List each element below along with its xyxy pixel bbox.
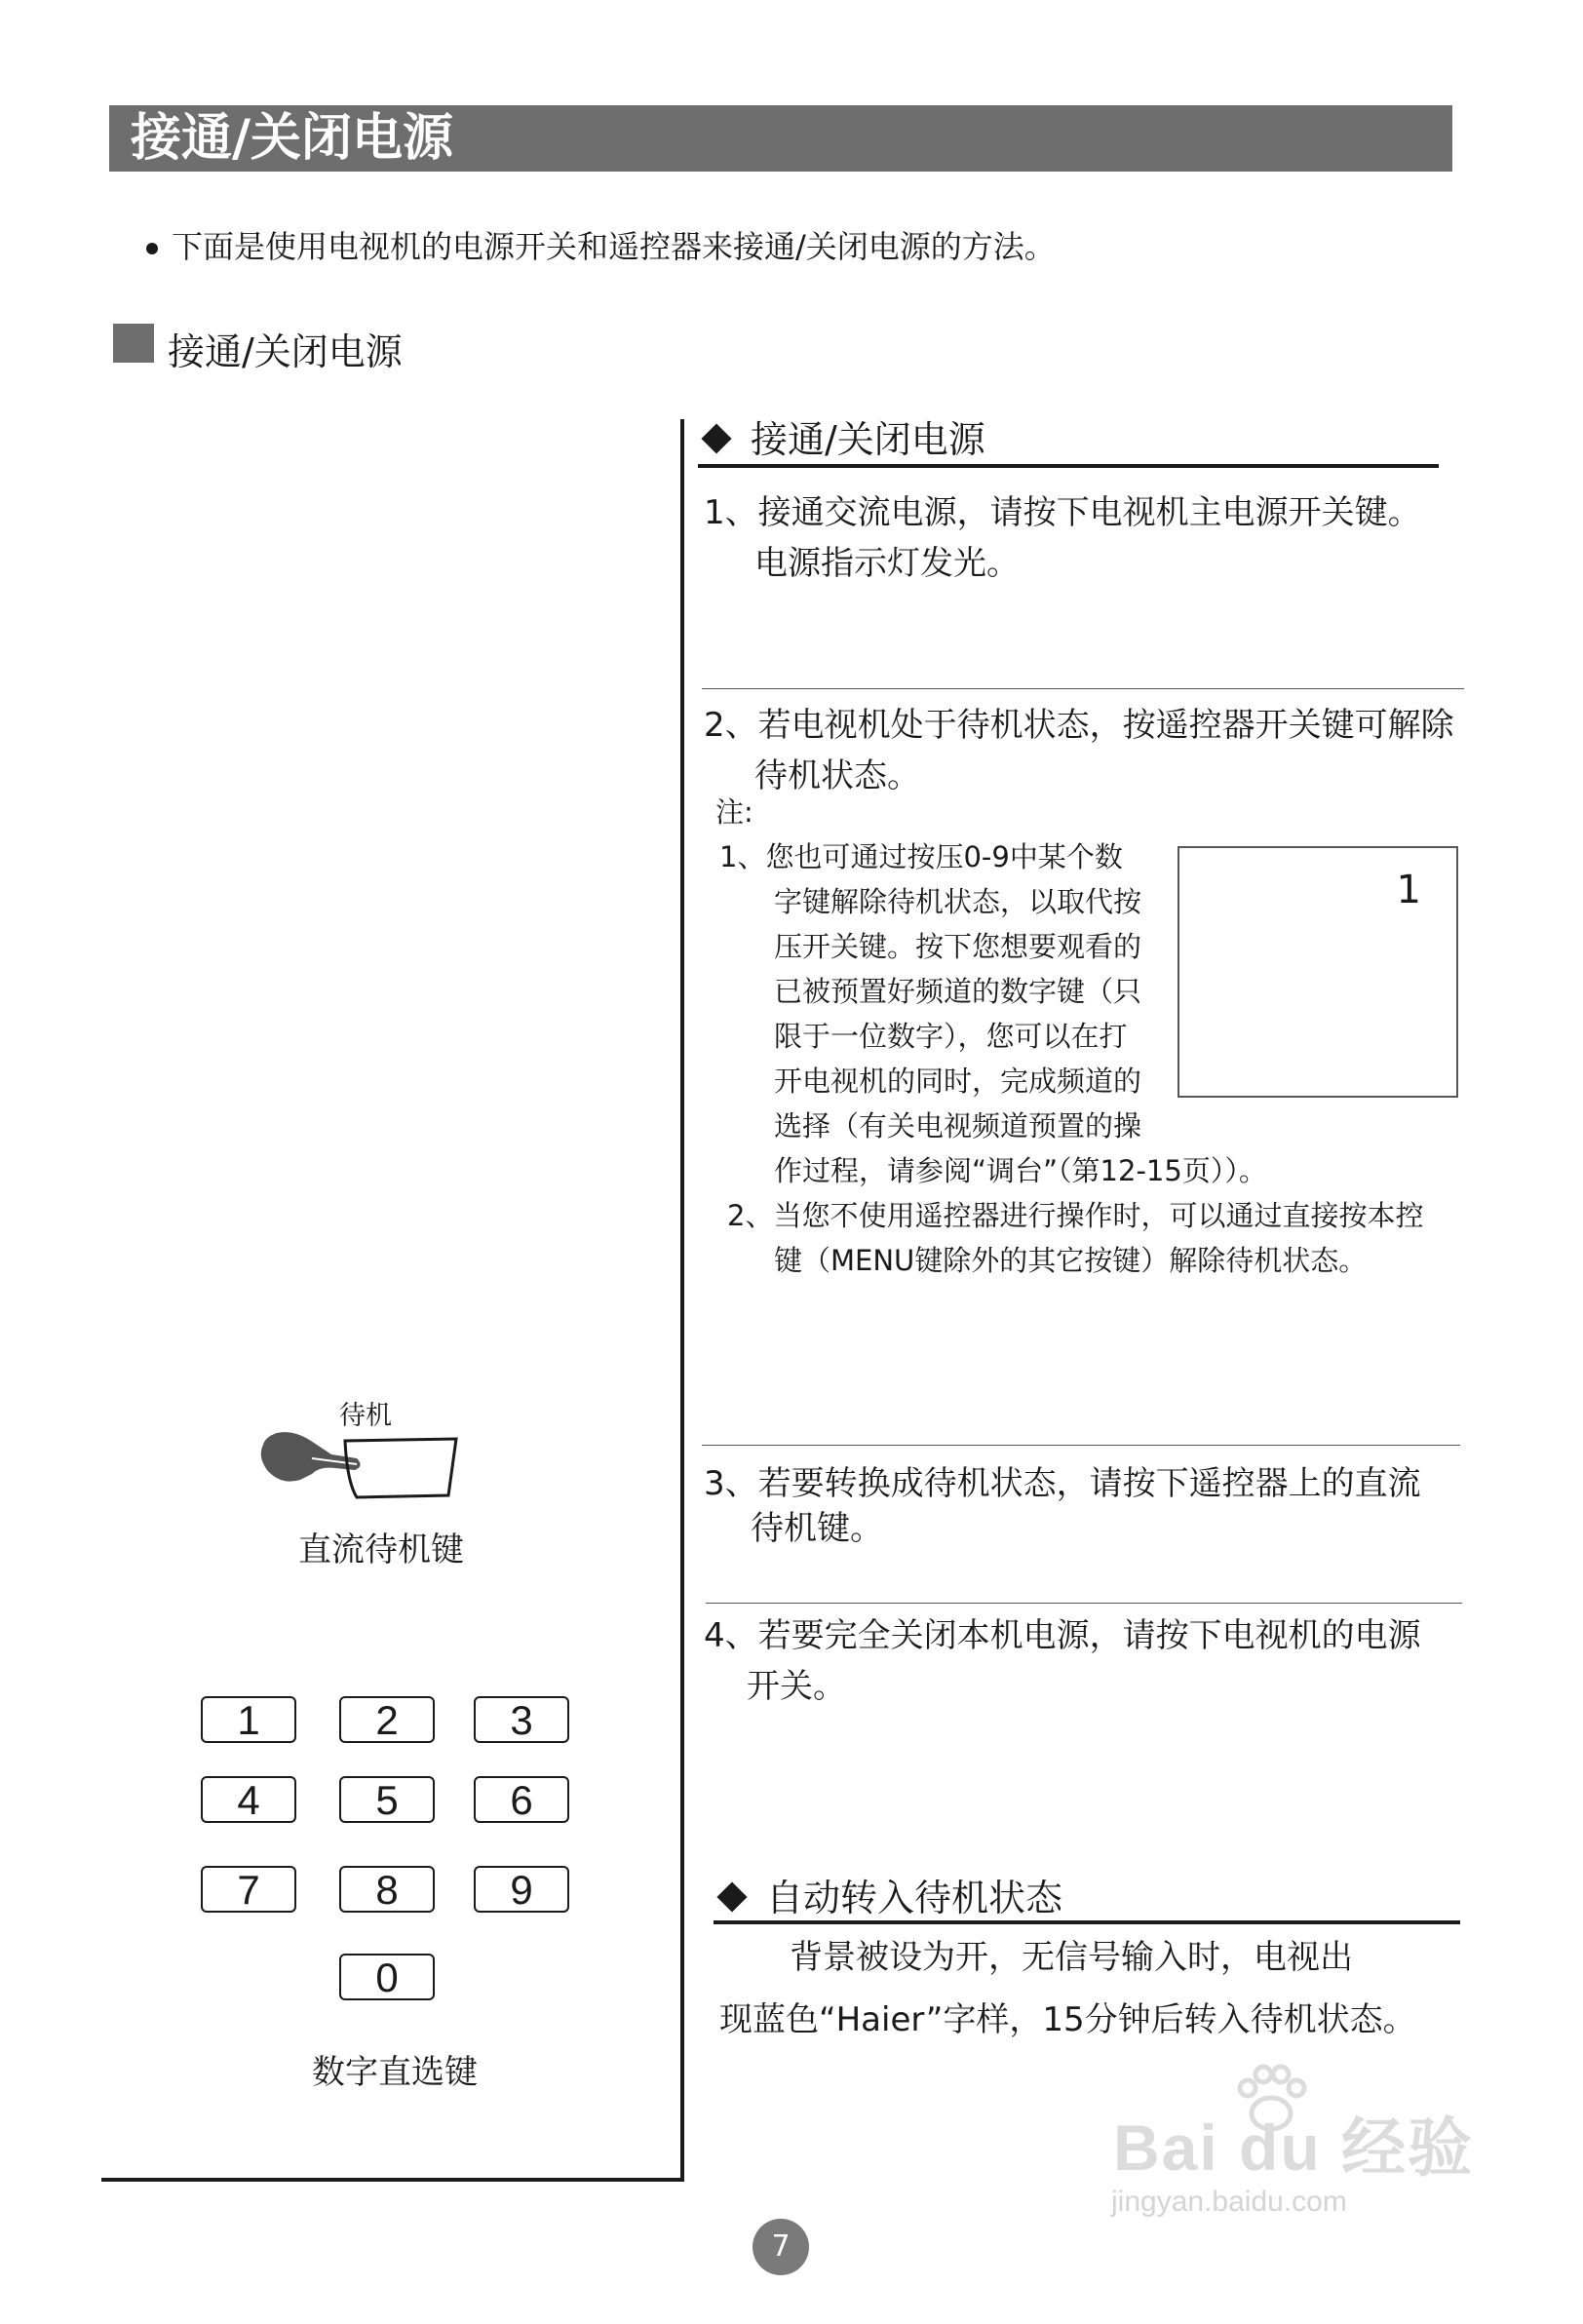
right-heading-power [698, 409, 985, 463]
page-number: 7 [753, 2219, 809, 2275]
step1-line1: 1、接通交流电源，请按下电视机主电源开关键。 [704, 493, 1421, 532]
diamond-icon [716, 1881, 747, 1912]
digit-key-3: 3 [474, 1696, 569, 1743]
step4-line1: 4、若要完全关闭本机电源，请按下电视机的电源 [704, 1616, 1421, 1655]
title-bar [109, 105, 1452, 172]
divider [702, 688, 1464, 689]
digit-key-8: 8 [339, 1866, 435, 1913]
standby-key-illustration [255, 1423, 464, 1501]
auto-standby-line1: 背景被设为开，无信号输入时，电视出 [790, 1938, 1353, 1977]
standby-key-icon [345, 1439, 456, 1497]
digit-key-6: 6 [474, 1776, 569, 1823]
note1-line: 字键解除待机状态，以取代按 [774, 885, 1142, 918]
section-square-icon [113, 324, 154, 363]
note1-line: 1、您也可通过按压0-9中某个数 [719, 840, 1123, 873]
page-title: 接通/关闭电源 [131, 109, 453, 168]
right-heading-power-text: 接通/关闭电源 [751, 418, 985, 461]
digit-key-9: 9 [474, 1866, 569, 1913]
digit-caption: 数字直选键 [312, 2053, 478, 2092]
remote-illustration-box [1178, 846, 1458, 1098]
digit-key-4: 4 [201, 1776, 296, 1823]
digit-key-2: 2 [339, 1696, 435, 1743]
step3-line2: 待机键。 [751, 1509, 883, 1548]
note2-line: 键（MENU键除外的其它按键）解除待机状态。 [774, 1244, 1368, 1277]
note1-line: 选择（有关电视频道预置的操 [774, 1109, 1142, 1143]
note1-line: 已被预置好频道的数字键（只 [774, 975, 1142, 1008]
watermark-logo: Bai du 经验 [1113, 2111, 1475, 2184]
note2-line: 2、当您不使用遥控器进行操作时，可以通过直接按本控 [727, 1199, 1424, 1232]
divider [702, 1445, 1460, 1446]
note1-line: 压开关键。按下您想要观看的 [774, 930, 1142, 963]
step2-line2: 待机状态。 [754, 756, 920, 795]
digit-key-1: 1 [201, 1696, 296, 1743]
digit-key-7: 7 [201, 1866, 296, 1913]
auto-standby-line2: 现蓝色“Haier”字样，15分钟后转入待机状态。 [719, 2000, 1416, 2039]
standby-key-label: 待机 [339, 1401, 392, 1431]
bottom-rule [101, 2178, 684, 2182]
note-label: 注: [715, 795, 753, 829]
intro-line [146, 222, 1056, 267]
diamond-icon [701, 423, 731, 453]
boxed-digit: 1 [1396, 868, 1421, 912]
heading-rule [698, 464, 1439, 468]
watermark-url: jingyan.baidu.com [1111, 2186, 1347, 2218]
section-heading: 接通/关闭电源 [168, 330, 403, 373]
intro-text: 下面是使用电视机的电源开关和遥控器来接通/关闭电源的方法。 [172, 228, 1056, 265]
step4-line2: 开关。 [747, 1667, 846, 1706]
step1-line2: 电源指示灯发光。 [754, 544, 1020, 583]
standby-caption: 直流待机键 [298, 1530, 464, 1569]
note1-line: 开电视机的同时，完成频道的 [774, 1065, 1142, 1098]
note1-line: 作过程，请参阅“调台”（第12-15页））。 [774, 1154, 1267, 1187]
column-divider [680, 419, 684, 2182]
note1-line: 限于一位数字），您可以在打 [774, 1020, 1128, 1053]
divider [706, 1603, 1462, 1604]
right-heading-auto-standby-text: 自动转入待机状态 [766, 1877, 1063, 1919]
bullet-icon [146, 243, 158, 254]
step3-line1: 3、若要转换成待机状态，请按下遥控器上的直流 [704, 1464, 1421, 1503]
right-heading-auto-standby [714, 1868, 1062, 1921]
digit-key-5: 5 [339, 1776, 435, 1823]
step2-line1: 2、若电视机处于待机状态，按遥控器开关键可解除 [704, 706, 1454, 745]
digit-key-0: 0 [339, 1954, 435, 2000]
heading-rule [714, 1920, 1460, 1924]
